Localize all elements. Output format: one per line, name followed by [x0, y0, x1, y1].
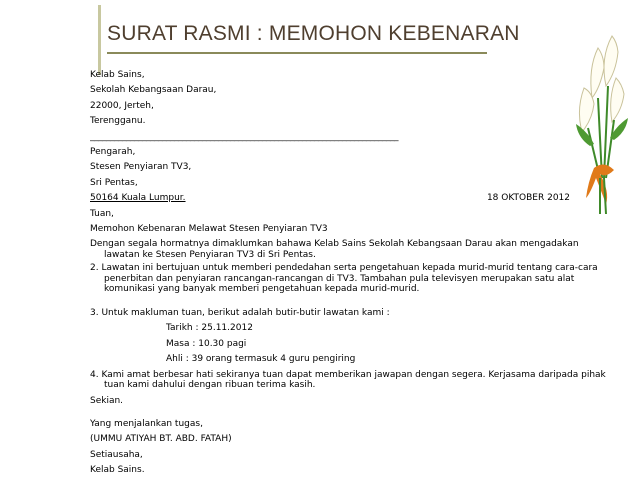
- paragraph-1: Dengan segala hormatnya dimaklumkan bahawa Kelab Sains Sekolah Kebangsaan Darau akan mengadakan lawatan ke Stesen Penyiaran TV3 di Sri Pentas.: [90, 239, 579, 260]
- recipient-line-2: Stesen Penyiaran TV3,: [90, 162, 192, 173]
- closing: Sekian.: [90, 395, 124, 406]
- letter-subject: Memohon Kebenaran Melawat Stesen Penyiaran TV3: [90, 224, 328, 235]
- sender-line-2: Sekolah Kebangsaan Darau,: [90, 85, 217, 96]
- page-title: SURAT RASMI : MEMOHON KEBENARAN: [107, 22, 520, 45]
- postcode-date-row: [90, 191, 570, 206]
- title-accent-bar: [98, 5, 101, 75]
- salutation: Tuan,: [90, 208, 114, 219]
- recipient-line-1: Pengarah,: [90, 147, 136, 158]
- detail-members: Ahli : 39 orang termasuk 4 guru pengiring: [166, 354, 356, 365]
- sender-line-4: Terengganu.: [90, 116, 146, 127]
- letter-body: [90, 68, 610, 479]
- signer-name: (UMMU ATIYAH BT. ABD. FATAH): [90, 434, 232, 445]
- recipient-line-3: Sri Pentas,: [90, 177, 138, 188]
- title-underline: [107, 52, 487, 54]
- detail-time: Masa : 10.30 pagi: [166, 338, 247, 349]
- letter-date: 18 OKTOBER 2012: [486, 193, 570, 204]
- paragraph-3: 3. Untuk makluman tuan, berikut adalah butir-butir lawatan kami :: [90, 307, 390, 318]
- paragraph-2: 2. Lawatan ini bertujuan untuk memberi pendedahan serta pengetahuan kepada murid-murid tentang cara-cara penerbitan dan penyiaran rancangan-rancangan di TV3. Tambahan pula televisyen merupakan satu alat komunikasi yang banyak memberi pengetahuan kepada murid-murid.: [90, 263, 598, 295]
- signoff: Yang menjalankan tugas,: [90, 419, 203, 429]
- signer-role-2: Kelab Sains.: [90, 465, 145, 476]
- paragraph-4: 4. Kami amat berbesar hati sekiranya tuan dapat memberikan jawapan dengan segera. Kerjasama daripada pihak tuan kami dahului dengan ribuan terima kasih.: [90, 369, 606, 391]
- separator-line: _____________________________________________________________________________: [90, 131, 398, 142]
- recipient-postcode: 50164 Kuala Lumpur.: [90, 193, 186, 204]
- sender-line-1: Kelab Sains,: [90, 70, 145, 80]
- sender-line-3: 22000, Jerteh,: [90, 100, 154, 111]
- signer-role-1: Setiausaha,: [90, 449, 143, 460]
- detail-date: Tarikh : 25.11.2012: [166, 323, 253, 334]
